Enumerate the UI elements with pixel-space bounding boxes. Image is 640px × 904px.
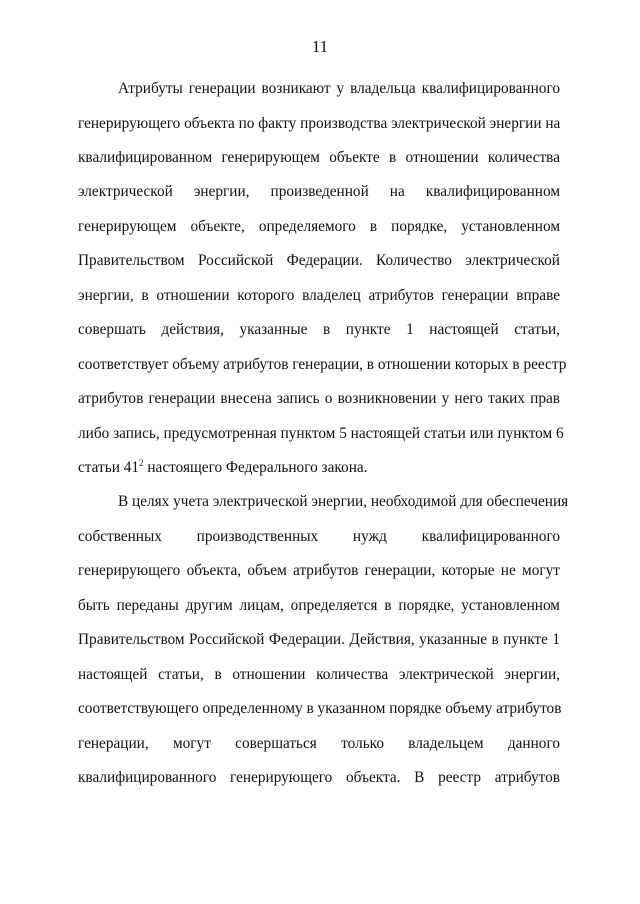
text-line: энергии, в отношении которого владелец атрибутов генерации вправе [78, 287, 560, 304]
text-line: настоящей статьи, в отношении количества электрической энергии, [78, 666, 560, 683]
page-number: 11 [311, 37, 329, 56]
text-line: либо запись, предусмотренная пунктом 5 настоящей статьи или пунктом 6 [78, 425, 564, 442]
text-line: В целях учета электрической энергии, необходимой для обеспечения [118, 493, 569, 510]
text-line-last [78, 458, 560, 478]
text-line: электрической энергии, произведенной на квалифицированном [78, 183, 560, 200]
text-line: Правительством Российской Федерации. Количество электрической [78, 252, 560, 269]
text-line: генерирующего объекта, объем атрибутов генерации, которые не могут [78, 562, 560, 579]
text-run: статьи 41 [78, 459, 140, 476]
text-line: квалифицированном генерирующем объекте в отношении количества [78, 149, 560, 166]
text-line: собственных производственных нужд квалифицированного [78, 528, 560, 545]
text-line: квалифицированного генерирующего объекта. В реестр атрибутов [78, 769, 560, 786]
text-line: генерирующем объекте, определяемого в порядке, установленном [78, 218, 560, 235]
superscript: 2 [139, 458, 144, 468]
text-line: совершать действия, указанные в пункте 1 настоящей статьи, [78, 321, 560, 338]
text-line: Атрибуты генерации возникают у владельца квалифицированного [118, 80, 560, 97]
text-run: настоящего Федерального закона. [143, 459, 368, 476]
text-line: атрибутов генерации внесена запись о возникновении у него таких прав [78, 390, 560, 407]
text-line: Правительством Российской Федерации. Действия, указанные в пункте 1 [78, 631, 560, 648]
text-line: соответствующего определенному в указанном порядке объему атрибутов [78, 700, 562, 717]
text-line: соответствует объему атрибутов генерации, в отношении которых в реестр [78, 356, 567, 373]
text-line: генерирующего объекта по факту производства электрической энергии на [78, 115, 561, 132]
text-line: генерации, могут совершаться только владельцем данного [78, 735, 560, 752]
text-line: быть переданы другим лицам, определяется в порядке, установленном [78, 597, 560, 614]
